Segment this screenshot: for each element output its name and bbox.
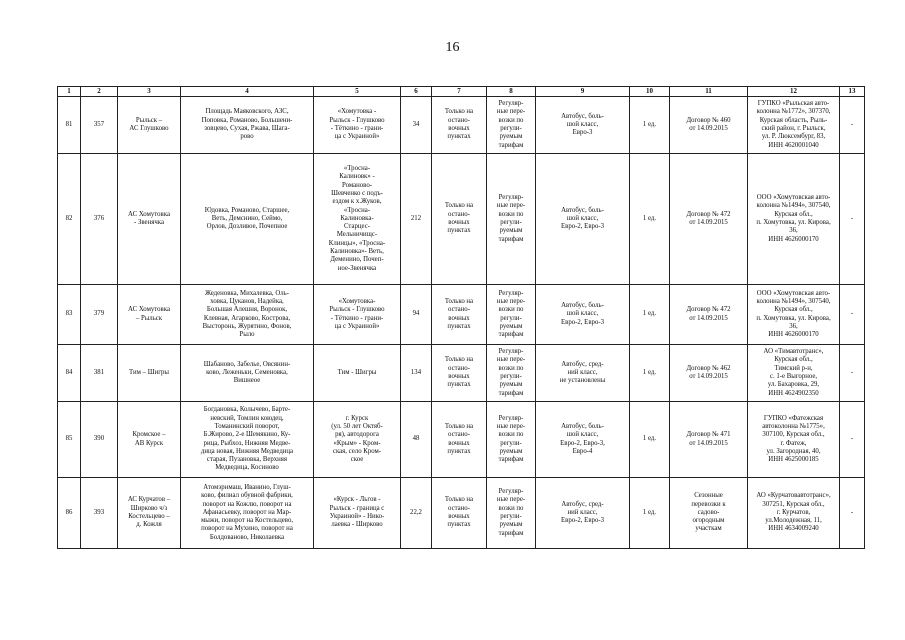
- stop-order: Только на остано- вочных пунктах: [432, 478, 487, 549]
- column-header: 9: [536, 87, 630, 97]
- page-number: 16: [445, 40, 460, 55]
- column-header: 3: [118, 87, 181, 97]
- row-number: 84: [58, 345, 81, 402]
- note: -: [840, 97, 865, 154]
- carrier: АО «Курчатовавтотранс», 307251, Курская обл., г. Курчатов, ул.Молодежная, 11, ИНН 4634009240: [748, 478, 840, 549]
- max-vehicles: 1 ед.: [630, 285, 670, 345]
- route-length: 212: [401, 154, 432, 285]
- tariff-type: Регуляр- ные пере- возки по регули- руемым тарифам: [487, 345, 536, 402]
- column-header: 5: [314, 87, 401, 97]
- stop-order: Только на остано- вочных пунктах: [432, 345, 487, 402]
- header-row: [58, 87, 865, 97]
- column-header: 7: [432, 87, 487, 97]
- route-name: Кромское – АВ Курск: [118, 402, 181, 478]
- max-vehicles: 1 ед.: [630, 154, 670, 285]
- stop-order: Только на остано- вочных пунктах: [432, 154, 487, 285]
- column-header: 13: [840, 87, 865, 97]
- column-header: 10: [630, 87, 670, 97]
- tariff-type: Регуляр- ные пере- возки по регули- руемым тарифам: [487, 402, 536, 478]
- route-streets: «Хомутовка - Рыльск - Глушково - Тёткино - грани- ца с Украиной»: [314, 97, 401, 154]
- route-no: 357: [81, 97, 118, 154]
- note: -: [840, 154, 865, 285]
- table-row: [58, 97, 865, 154]
- intermediate-stops: Жеденовка, Михалевка, Оль- ховка, Цуканов, Надейка, Большая Алешня, Воронок, Клевная, Агарково, Кострова, Высторонь, Журятино, Фонов, Рыло: [181, 285, 314, 345]
- row-number: 81: [58, 97, 81, 154]
- route-length: 134: [401, 345, 432, 402]
- route-name: АС Хомутовка - Звенячка: [118, 154, 181, 285]
- route-length: 34: [401, 97, 432, 154]
- vehicle-class: Автобус, сред- ний класс, не установлены: [536, 345, 630, 402]
- route-no: 379: [81, 285, 118, 345]
- route-name: Рыльск – АС Глушково: [118, 97, 181, 154]
- contract: Договор № 472 от 14.09.2015: [670, 154, 748, 285]
- carrier: ГУПКО «Фатежская автоколонна №1775», 307100, Курская обл., г. Фатеж, ул. Загородная, 40, ИНН 4625000185: [748, 402, 840, 478]
- column-header: 1: [58, 87, 81, 97]
- route-no: 376: [81, 154, 118, 285]
- max-vehicles: 1 ед.: [630, 345, 670, 402]
- column-header: 2: [81, 87, 118, 97]
- contract: Договор № 462 от 14.09.2015: [670, 345, 748, 402]
- row-number: 82: [58, 154, 81, 285]
- note: -: [840, 285, 865, 345]
- route-name: Тим – Шигры: [118, 345, 181, 402]
- note: -: [840, 345, 865, 402]
- max-vehicles: 1 ед.: [630, 97, 670, 154]
- route-streets: «Курск - Льгов - Рыльск - граница с Украиной» - Нико- лаевка - Ширково: [314, 478, 401, 549]
- tariff-type: Регуляр- ные пере- возки по регули- руемым тарифам: [487, 285, 536, 345]
- row-number: 83: [58, 285, 81, 345]
- contract: Договор № 460 от 14.09.2015: [670, 97, 748, 154]
- route-name: АС Хомутовка – Рыльск: [118, 285, 181, 345]
- vehicle-class: Автобус, боль- шой класс, Евро-2, Евро-3: [536, 154, 630, 285]
- row-number: 85: [58, 402, 81, 478]
- tariff-type: Регуляр- ные пере- возки по регули- руемым тарифам: [487, 97, 536, 154]
- stop-order: Только на остано- вочных пунктах: [432, 402, 487, 478]
- note: -: [840, 402, 865, 478]
- vehicle-class: Автобус, сред- ний класс, Евро-2, Евро-3: [536, 478, 630, 549]
- carrier: ООО «Хомутовская автo- колонна №1494», 307540, Курская обл., п. Хомутовка, ул. Кирова, 36, ИНН 4626000170: [748, 154, 840, 285]
- stop-order: Только на остано- вочных пунктах: [432, 97, 487, 154]
- row-number: 86: [58, 478, 81, 549]
- table-row: [58, 345, 865, 402]
- tariff-type: Регуляр- ные пере- возки по регули- руемым тарифам: [487, 154, 536, 285]
- route-no: 390: [81, 402, 118, 478]
- route-length: 22,2: [401, 478, 432, 549]
- intermediate-stops: Площадь Маяковского, АЗС, Поповка, Романово, Большени- зовцево, Сухая, Ржава, Шага- рово: [181, 97, 314, 154]
- route-streets: «Хомутовка- Рыльск - Глушково - Тёткино - грани- ца с Украиной»: [314, 285, 401, 345]
- column-header: 11: [670, 87, 748, 97]
- intermediate-stops: Богдановка, Колычево, Барте- невский, Томлин коюдец, Томанинский поворот, Б.Жирово, 2-е Шемякино, Ку- рица, Рыбхоз, Нижняя Медве- дица новая, Нижняя Медведица старая, Пузановка, Верхняя Медведица, Косиново: [181, 402, 314, 478]
- max-vehicles: 1 ед.: [630, 478, 670, 549]
- table-row: [58, 402, 865, 478]
- intermediate-stops: Шабаново, Забелье, Овсянин- ково, Леженьки, Семеновка, Вишнеое: [181, 345, 314, 402]
- carrier: ООО «Хомутовская авто- колонна №1494», 307540, Курская обл., п. Хомутовка, ул. Кирова, 36, ИНН 4626000170: [748, 285, 840, 345]
- vehicle-class: Автобус, боль- шой класс, Евро-2, Евро-3: [536, 285, 630, 345]
- table-row: [58, 285, 865, 345]
- tariff-type: Регуляр- ные пере- возки по регули- руемым тарифам: [487, 478, 536, 549]
- contract: Договор № 472 от 14.09.2015: [670, 285, 748, 345]
- table-row: [58, 154, 865, 285]
- vehicle-class: Автобус, боль- шой класс, Евро-2, Евро-3, Евро-4: [536, 402, 630, 478]
- route-length: 48: [401, 402, 432, 478]
- column-header: 4: [181, 87, 314, 97]
- route-no: 381: [81, 345, 118, 402]
- route-name: АС Курчатов – Ширково ч/з Костельцево – д. Кожля: [118, 478, 181, 549]
- route-streets: г. Курск (ул. 50 лет Октяб- ря), автодорога «Крым» - Кром- ская, село Кром- ское: [314, 402, 401, 478]
- table-row: [58, 478, 865, 549]
- route-streets: Тим - Шигры: [314, 345, 401, 402]
- route-no: 393: [81, 478, 118, 549]
- intermediate-stops: Атомэрнмаш, Иванино, Глуш- ково, филиал обувной фабрики, поворот на Кожлю, поворот на Афанасьевку, поворот на Мар- мыжи, поворот на Костельцево, поворот на Мухино, поворот на Болдованово, Николаевка: [181, 478, 314, 549]
- carrier: ГУПКО «Рыльская авто- колонна №1772», 307370, Курская область, Рыль- ский район, г. Рыльск, ул. Р. Люксембург, 83, ИНН 4620001040: [748, 97, 840, 154]
- contract: Сезонные перевозки к садово- огородным участкам: [670, 478, 748, 549]
- note: -: [840, 478, 865, 549]
- column-header: 12: [748, 87, 840, 97]
- column-header: 8: [487, 87, 536, 97]
- intermediate-stops: Юдовка, Романово, Старшее, Веть, Демснино, Сеймо, Орлов, Дозливое, Почепное: [181, 154, 314, 285]
- route-streets: «Тросна- Калиновк» - Романово- Шевченко с подъ- ездом к х.Жуков, «Тросна- Калиновка- Старцес- Мельничищс- Клинцы», «Тросна- Калиновка»- Веть, Деменино, Почеп- ное-Звенячка: [314, 154, 401, 285]
- contract: Договор № 471 от 14.09.2015: [670, 402, 748, 478]
- vehicle-class: Автобус, боль- шой класс, Евро-3: [536, 97, 630, 154]
- route-register-table: [57, 86, 865, 549]
- column-header: 6: [401, 87, 432, 97]
- max-vehicles: 1 ед.: [630, 402, 670, 478]
- carrier: АО «Тимавтотранс», Курская обл., Тимский р-н, с. 1-е Выгорное, ул. Бахаровка, 29, ИНН 4624902350: [748, 345, 840, 402]
- stop-order: Только на остано- вочных пунктах: [432, 285, 487, 345]
- route-length: 94: [401, 285, 432, 345]
